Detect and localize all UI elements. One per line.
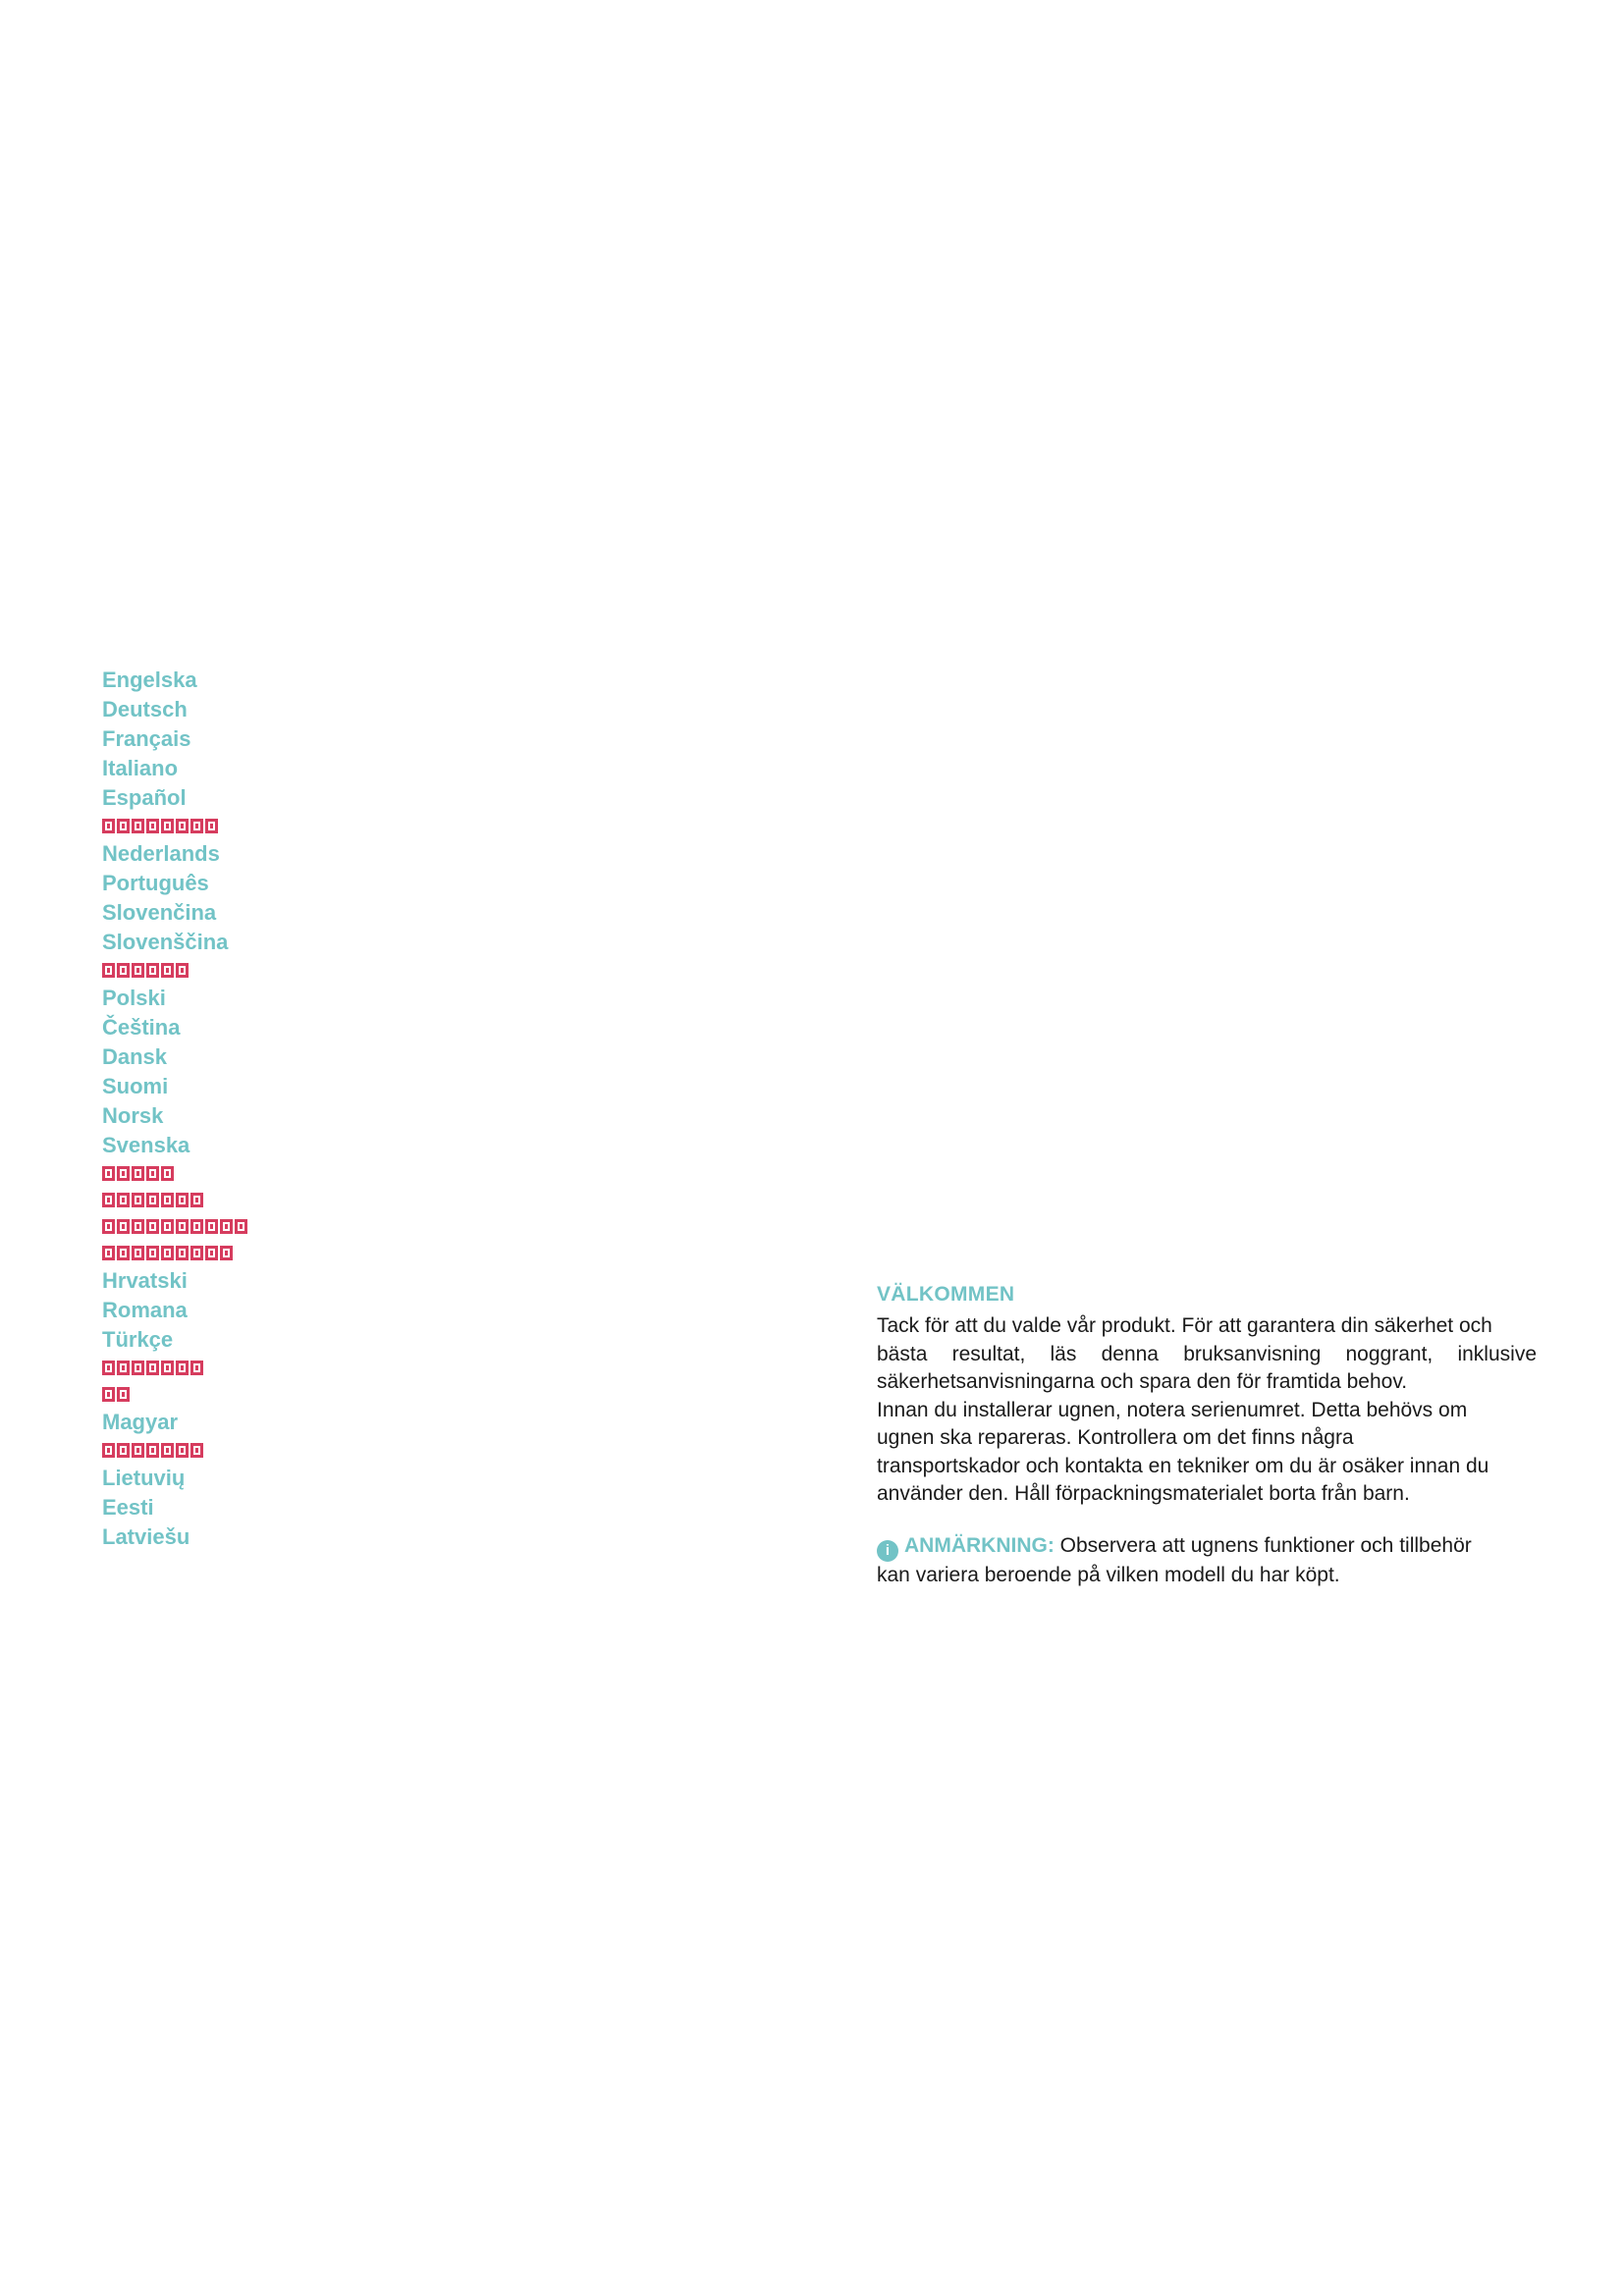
note-line-2: kan variera beroende på vilken modell du har köpt. bbox=[877, 1563, 1340, 1586]
language-item[interactable]: Latviešu bbox=[102, 1524, 190, 1549]
info-icon: i bbox=[877, 1540, 898, 1562]
language-item-unrendered[interactable] bbox=[102, 1240, 249, 1266]
language-item-unrendered[interactable] bbox=[102, 1355, 249, 1381]
missing-glyph-icon bbox=[176, 1246, 189, 1260]
missing-glyph-icon bbox=[176, 1219, 189, 1234]
missing-glyph-icon bbox=[117, 1166, 130, 1181]
missing-glyph-icon bbox=[132, 963, 144, 978]
language-item-unrendered[interactable] bbox=[102, 1213, 249, 1240]
missing-glyph-icon bbox=[132, 1246, 144, 1260]
language-item[interactable]: Português bbox=[102, 871, 209, 895]
missing-glyph-icon bbox=[161, 819, 174, 833]
language-item[interactable]: Nederlands bbox=[102, 841, 220, 866]
language-item[interactable]: Lietuvių bbox=[102, 1466, 186, 1490]
missing-glyph-icon bbox=[102, 1246, 115, 1260]
missing-glyph-icon bbox=[176, 1193, 189, 1207]
language-item-unrendered[interactable] bbox=[102, 813, 249, 839]
language-item-unrendered[interactable] bbox=[102, 1437, 249, 1464]
missing-glyph-icon bbox=[146, 819, 159, 833]
missing-glyph-icon bbox=[117, 1219, 130, 1234]
missing-glyph-icon bbox=[190, 819, 203, 833]
missing-glyph-icon bbox=[117, 1387, 130, 1402]
language-item[interactable]: Dansk bbox=[102, 1044, 168, 1069]
note-text-1: Observera att ugnens funktioner och tillbehör bbox=[1054, 1533, 1472, 1557]
language-item[interactable]: Norsk bbox=[102, 1103, 164, 1128]
missing-glyph-icon bbox=[132, 819, 144, 833]
missing-glyph-icon bbox=[161, 963, 174, 978]
missing-glyph-icon bbox=[117, 1443, 130, 1458]
missing-glyph-icon bbox=[132, 1219, 144, 1234]
missing-glyph-icon bbox=[146, 1246, 159, 1260]
missing-glyph-icon bbox=[117, 1246, 130, 1260]
missing-glyph-icon bbox=[220, 1219, 233, 1234]
welcome-line-1: Tack för att du valde vår produkt. För att garantera din säkerhet och bbox=[877, 1314, 1492, 1337]
missing-glyph-icon bbox=[205, 1219, 218, 1234]
language-item[interactable]: Slovenčina bbox=[102, 900, 217, 925]
missing-glyph-icon bbox=[176, 1443, 189, 1458]
language-item[interactable]: Romana bbox=[102, 1298, 188, 1322]
language-item[interactable]: Suomi bbox=[102, 1074, 169, 1098]
missing-glyph-icon bbox=[176, 1361, 189, 1375]
note-line-1 bbox=[877, 1532, 1544, 1562]
missing-glyph-icon bbox=[190, 1193, 203, 1207]
language-item-unrendered[interactable] bbox=[102, 1160, 249, 1187]
language-item[interactable]: Türkçe bbox=[102, 1327, 174, 1352]
missing-glyph-icon bbox=[205, 819, 218, 833]
missing-glyph-icon bbox=[117, 819, 130, 833]
language-item[interactable]: Slovenščina bbox=[102, 930, 229, 954]
language-item[interactable]: Français bbox=[102, 726, 191, 751]
language-item[interactable]: Magyar bbox=[102, 1410, 179, 1434]
missing-glyph-icon bbox=[220, 1246, 233, 1260]
welcome-line-3: säkerhetsanvisningarna och spara den för framtida behov. bbox=[877, 1370, 1408, 1393]
language-item[interactable]: Polski bbox=[102, 986, 166, 1010]
missing-glyph-icon bbox=[205, 1246, 218, 1260]
missing-glyph-icon bbox=[146, 1166, 159, 1181]
language-item[interactable]: Svenska bbox=[102, 1133, 190, 1157]
missing-glyph-icon bbox=[190, 1219, 203, 1234]
language-item-unrendered[interactable] bbox=[102, 1381, 249, 1408]
welcome-line-5: ugnen ska repareras. Kontrollera om det finns några bbox=[877, 1426, 1354, 1449]
missing-glyph-icon bbox=[102, 1443, 115, 1458]
missing-glyph-icon bbox=[132, 1443, 144, 1458]
language-list bbox=[102, 666, 249, 1552]
missing-glyph-icon bbox=[132, 1166, 144, 1181]
missing-glyph-icon bbox=[161, 1193, 174, 1207]
missing-glyph-icon bbox=[102, 819, 115, 833]
missing-glyph-icon bbox=[190, 1443, 203, 1458]
missing-glyph-icon bbox=[132, 1193, 144, 1207]
missing-glyph-icon bbox=[102, 1166, 115, 1181]
note-block bbox=[877, 1532, 1544, 1590]
language-item[interactable]: Hrvatski bbox=[102, 1268, 188, 1293]
welcome-paragraph bbox=[877, 1312, 1544, 1509]
language-item[interactable]: Engelska bbox=[102, 667, 197, 692]
language-item[interactable]: Italiano bbox=[102, 756, 179, 780]
missing-glyph-icon bbox=[176, 819, 189, 833]
language-item-unrendered[interactable] bbox=[102, 1187, 249, 1213]
language-item[interactable]: Español bbox=[102, 785, 187, 810]
missing-glyph-icon bbox=[161, 1443, 174, 1458]
missing-glyph-icon bbox=[117, 963, 130, 978]
missing-glyph-icon bbox=[190, 1361, 203, 1375]
language-item[interactable]: Eesti bbox=[102, 1495, 154, 1520]
welcome-line-6: transportskador och kontakta en tekniker om du är osäker innan du bbox=[877, 1454, 1489, 1477]
missing-glyph-icon bbox=[161, 1361, 174, 1375]
missing-glyph-icon bbox=[132, 1361, 144, 1375]
welcome-line-4: Innan du installerar ugnen, notera serienumret. Detta behövs om bbox=[877, 1398, 1468, 1421]
missing-glyph-icon bbox=[146, 1219, 159, 1234]
missing-glyph-icon bbox=[146, 1193, 159, 1207]
missing-glyph-icon bbox=[161, 1246, 174, 1260]
missing-glyph-icon bbox=[117, 1361, 130, 1375]
missing-glyph-icon bbox=[117, 1193, 130, 1207]
missing-glyph-icon bbox=[102, 963, 115, 978]
welcome-title: VÄLKOMMEN bbox=[877, 1283, 1015, 1306]
welcome-line-7: använder den. Håll förpackningsmaterialet borta från barn. bbox=[877, 1482, 1410, 1505]
note-label: ANMÄRKNING: bbox=[904, 1533, 1055, 1557]
language-item-unrendered[interactable] bbox=[102, 957, 249, 984]
missing-glyph-icon bbox=[146, 1443, 159, 1458]
missing-glyph-icon bbox=[102, 1387, 115, 1402]
missing-glyph-icon bbox=[161, 1166, 174, 1181]
missing-glyph-icon bbox=[102, 1193, 115, 1207]
missing-glyph-icon bbox=[190, 1246, 203, 1260]
language-item[interactable]: Deutsch bbox=[102, 697, 188, 721]
missing-glyph-icon bbox=[146, 963, 159, 978]
missing-glyph-icon bbox=[102, 1361, 115, 1375]
missing-glyph-icon bbox=[161, 1219, 174, 1234]
welcome-section bbox=[877, 1281, 1544, 1589]
welcome-line-2: bästa resultat, läs denna bruksanvisning noggrant, inklusive bbox=[877, 1342, 1537, 1365]
missing-glyph-icon bbox=[102, 1219, 115, 1234]
missing-glyph-icon bbox=[176, 963, 189, 978]
missing-glyph-icon bbox=[235, 1219, 247, 1234]
language-item[interactable]: Čeština bbox=[102, 1015, 181, 1040]
missing-glyph-icon bbox=[146, 1361, 159, 1375]
